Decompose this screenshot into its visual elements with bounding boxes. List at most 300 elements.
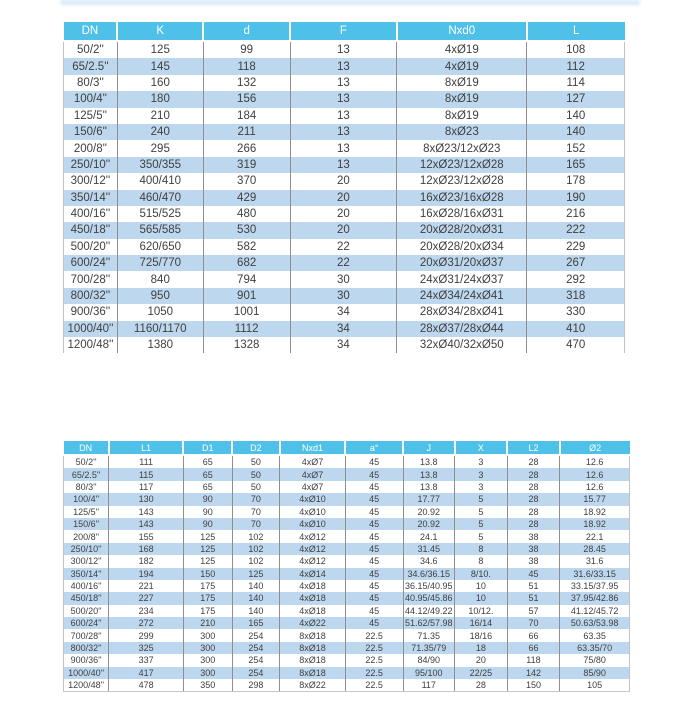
cell: 102	[232, 543, 280, 555]
cell: 400/16''	[64, 206, 118, 222]
cell: 8xØ18	[280, 654, 346, 666]
cell: 34.6/36.15	[403, 568, 455, 580]
cell: 66	[507, 642, 560, 654]
cell: 44.12/49.22	[405, 605, 453, 616]
column-header: J	[403, 441, 455, 455]
cell: 20	[290, 190, 397, 206]
cell: 250/10''	[64, 543, 109, 555]
cell: 299	[109, 629, 184, 641]
cell: 725/770	[117, 255, 203, 271]
table-row	[64, 679, 630, 692]
cell: 1328	[203, 337, 290, 353]
cell: 152	[527, 140, 625, 156]
cell: 140	[232, 592, 280, 604]
column-header: a°	[345, 441, 403, 455]
cell: 30	[290, 271, 397, 287]
cell: 4xØ12	[280, 543, 346, 555]
cell: 950	[117, 288, 203, 304]
column-header: DN	[64, 441, 109, 455]
cell: 8xØ18	[280, 642, 346, 654]
cell: 63.35/70	[560, 642, 630, 654]
column-header: Ø2	[560, 441, 630, 455]
cell: 28	[507, 481, 560, 493]
cell: 1200/48''	[64, 679, 109, 692]
cell: 17.77	[403, 493, 455, 505]
cell: 51.62/57.98	[405, 618, 453, 629]
cell: 620/650	[117, 239, 203, 255]
cell: 45	[507, 568, 560, 580]
cell: 410	[527, 321, 625, 337]
cell: 20	[290, 206, 397, 222]
cell: 18	[455, 642, 508, 654]
cell: 4xØ7	[280, 481, 346, 493]
cell: 175	[183, 592, 232, 604]
cell: 211	[203, 124, 290, 140]
cell: 30	[290, 288, 397, 304]
cell: 4xØ7	[280, 468, 346, 480]
cell: 34	[290, 304, 397, 320]
cell: 20	[290, 173, 397, 189]
cell: 292	[527, 271, 625, 287]
table2-header	[64, 441, 630, 455]
table-row	[64, 288, 625, 304]
column-header: d	[203, 22, 290, 41]
table-row	[64, 592, 630, 604]
table-row	[64, 239, 625, 255]
cell: 400/16''	[64, 580, 109, 592]
cell: 3	[455, 481, 508, 493]
cell: 4xØ19	[397, 41, 527, 58]
cell: 20.92	[403, 506, 455, 518]
cell: 18/16	[455, 629, 508, 641]
column-header: X	[455, 441, 508, 455]
cell: 22.5	[345, 642, 403, 654]
cell: 4xØ10	[280, 493, 346, 505]
cell: 460/470	[117, 190, 203, 206]
column-header: DN	[64, 22, 118, 41]
cell: 127	[527, 91, 625, 107]
cell: 99	[203, 41, 290, 58]
cell: 65/2.5''	[64, 468, 109, 480]
cell: 28	[507, 518, 560, 530]
cell: 900/36''	[64, 654, 109, 666]
cell: 102	[232, 555, 280, 567]
cell: 28	[507, 455, 560, 468]
cell: 4xØ18	[280, 592, 346, 604]
column-header: Nxd0	[397, 22, 527, 41]
cell: 4xØ19	[397, 58, 527, 74]
table2-body	[64, 455, 630, 692]
cell: 3	[455, 455, 508, 468]
cell: 50/2''	[64, 41, 118, 58]
cell: 266	[203, 140, 290, 156]
cell: 319	[203, 157, 290, 173]
cell: 114	[527, 75, 625, 91]
column-header: D1	[183, 441, 232, 455]
cell: 28xØ37/28xØ44	[397, 321, 527, 337]
cell: 8xØ23/12xØ23	[397, 140, 527, 156]
table-row	[64, 481, 630, 493]
cell: 125/5''	[64, 506, 109, 518]
cell: 4xØ12	[280, 555, 346, 567]
table-row	[64, 140, 625, 156]
table-row	[64, 206, 625, 222]
column-header: F	[290, 22, 397, 41]
table-row	[64, 617, 630, 629]
cell: 700/28''	[64, 271, 118, 287]
cell: 140	[527, 108, 625, 124]
cell: 8xØ23	[397, 124, 527, 140]
cell: 165	[232, 617, 280, 629]
cell: 145	[117, 58, 203, 74]
cell: 140	[232, 580, 280, 592]
cell: 22.5	[345, 679, 403, 692]
cell: 800/32''	[64, 288, 118, 304]
cell: 16/14	[455, 617, 508, 629]
cell: 298	[232, 679, 280, 692]
cell: 12.6	[560, 481, 630, 493]
table-row	[64, 455, 630, 468]
cell: 12xØ23/12xØ28	[397, 173, 527, 189]
cell: 150	[183, 568, 232, 580]
flange-outer-dimensions-table	[63, 22, 625, 353]
cell: 45	[345, 493, 403, 505]
cell: 65	[183, 481, 232, 493]
cell: 530	[203, 222, 290, 238]
cell: 8xØ19	[397, 91, 527, 107]
cell: 45	[345, 530, 403, 542]
table-row	[64, 91, 625, 107]
cell: 16xØ28/16xØ31	[397, 206, 527, 222]
cell: 20	[290, 222, 397, 238]
cell: 118	[203, 58, 290, 74]
cell: 295	[117, 140, 203, 156]
table-row	[64, 337, 625, 353]
cell: 1380	[117, 337, 203, 353]
cell: 150	[507, 679, 560, 692]
cell: 4xØ14	[280, 568, 346, 580]
table-row	[64, 173, 625, 189]
cell: 24.1	[403, 530, 455, 542]
cell: 4xØ18	[280, 580, 346, 592]
cell: 50.63/53.98	[560, 617, 630, 629]
cell: 118	[507, 654, 560, 666]
cell: 45	[345, 455, 403, 468]
cell: 75/80	[560, 654, 630, 666]
cell: 794	[203, 271, 290, 287]
table-row	[64, 255, 625, 271]
cell: 210	[117, 108, 203, 124]
cell: 8xØ22	[280, 679, 346, 692]
cell: 178	[527, 173, 625, 189]
cell: 38	[507, 555, 560, 567]
table-row	[64, 629, 630, 641]
cell: 4xØ7	[280, 455, 346, 468]
cell: 80/3''	[64, 481, 109, 493]
cell: 254	[232, 667, 280, 679]
cell: 50	[232, 468, 280, 480]
cell: 31.6	[560, 555, 630, 567]
cell: 90	[183, 493, 232, 505]
table-row	[64, 190, 625, 206]
cell: 50	[232, 481, 280, 493]
cell: 3	[455, 468, 508, 480]
cell: 45	[345, 555, 403, 567]
cell: 429	[203, 190, 290, 206]
cell: 900/36''	[64, 304, 118, 320]
cell: 57	[507, 605, 560, 617]
cell: 108	[527, 41, 625, 58]
cell: 180	[117, 91, 203, 107]
cell: 125/5''	[64, 108, 118, 124]
cell: 168	[109, 543, 184, 555]
cell: 470	[527, 337, 625, 353]
cell: 20xØ31/20xØ37	[397, 255, 527, 271]
table-row	[64, 75, 625, 91]
table-row	[64, 568, 630, 580]
cell: 22/25	[455, 667, 508, 679]
cell: 700/28''	[64, 629, 109, 641]
cell: 117	[109, 481, 184, 493]
cell: 70	[232, 506, 280, 518]
cell: 20xØ28/20xØ34	[397, 239, 527, 255]
table-row	[64, 124, 625, 140]
cell: 71.35/79	[403, 642, 455, 654]
cell: 300	[183, 642, 232, 654]
cell: 38	[507, 530, 560, 542]
cell: 370	[203, 173, 290, 189]
table1-header	[64, 22, 625, 41]
cell: 15.77	[560, 493, 630, 505]
cell: 12xØ23/12xØ28	[397, 157, 527, 173]
cell: 70	[232, 518, 280, 530]
table-row	[64, 530, 630, 542]
cell: 4xØ10	[280, 506, 346, 518]
cell: 600/24''	[64, 617, 109, 629]
cell: 300	[183, 629, 232, 641]
cell: 350/14''	[64, 190, 118, 206]
cell: 478	[109, 679, 184, 692]
header-row	[64, 441, 630, 455]
cell: 160	[117, 75, 203, 91]
cell: 4xØ18	[280, 605, 346, 617]
cell: 13.8	[403, 468, 455, 480]
cell: 22	[290, 255, 397, 271]
cell: 221	[109, 580, 184, 592]
cropped-top-table-edge	[60, 0, 640, 5]
cell: 143	[109, 506, 184, 518]
cell: 300	[183, 667, 232, 679]
cell: 45	[345, 592, 403, 604]
cell: 200/8''	[64, 140, 118, 156]
cell: 90	[183, 518, 232, 530]
cell: 45	[345, 468, 403, 480]
cell: 20xØ28/20xØ31	[397, 222, 527, 238]
cell: 28	[455, 679, 508, 692]
cell: 111	[109, 455, 184, 468]
cell: 600/24''	[64, 255, 118, 271]
cell: 143	[109, 518, 184, 530]
cell: 115	[109, 468, 184, 480]
cell: 125	[183, 530, 232, 542]
cell: 480	[203, 206, 290, 222]
cell: 184	[203, 108, 290, 124]
cell: 8xØ18	[280, 629, 346, 641]
cell: 8xØ19	[397, 108, 527, 124]
table-row	[64, 543, 630, 555]
cell: 125	[117, 41, 203, 58]
cell: 22.5	[345, 654, 403, 666]
table-row	[64, 222, 625, 238]
cell: 156	[203, 91, 290, 107]
cell: 13	[290, 108, 397, 124]
cell: 10	[455, 592, 508, 604]
table-row	[64, 321, 625, 337]
cell: 267	[527, 255, 625, 271]
cell: 100/4''	[64, 493, 109, 505]
cell: 240	[117, 124, 203, 140]
header-row	[64, 22, 625, 41]
cell: 13	[290, 140, 397, 156]
column-header: L1	[109, 441, 184, 455]
cell: 24xØ31/24xØ37	[397, 271, 527, 287]
cell: 229	[527, 239, 625, 255]
table-row	[64, 642, 630, 654]
cell: 175	[183, 605, 232, 617]
cell: 500/20''	[64, 239, 118, 255]
cell: 18.92	[560, 518, 630, 530]
table-row	[64, 654, 630, 666]
cell: 234	[109, 605, 184, 617]
table-row	[64, 667, 630, 679]
cell: 20.92	[403, 518, 455, 530]
cell: 4xØ22	[280, 617, 346, 629]
column-header: K	[117, 22, 203, 41]
cell: 1200/48''	[64, 337, 118, 353]
table-row	[64, 304, 625, 320]
cell: 22	[290, 239, 397, 255]
table-row	[64, 580, 630, 592]
cell: 901	[203, 288, 290, 304]
cell: 330	[527, 304, 625, 320]
cell: 38	[507, 543, 560, 555]
cell: 50	[232, 455, 280, 468]
column-header: L2	[507, 441, 560, 455]
cell: 4xØ12	[280, 530, 346, 542]
cell: 45	[345, 506, 403, 518]
cell: 500/20''	[64, 605, 109, 617]
cell: 254	[232, 654, 280, 666]
cell: 28.45	[560, 543, 630, 555]
cell: 45	[345, 605, 403, 617]
cell: 13.8	[403, 455, 455, 468]
cell: 45	[345, 543, 403, 555]
cell: 450/18''	[64, 222, 118, 238]
cell: 1160/1170	[117, 321, 203, 337]
column-header: D2	[232, 441, 280, 455]
cell: 16xØ23/16xØ28	[397, 190, 527, 206]
table-row	[64, 108, 625, 124]
cell: 150/6''	[64, 518, 109, 530]
cell: 142	[507, 667, 560, 679]
cell: 66	[507, 629, 560, 641]
cell: 300/12''	[64, 173, 118, 189]
cell: 417	[109, 667, 184, 679]
cell: 32xØ40/32xØ50	[397, 337, 527, 353]
cell: 13	[290, 124, 397, 140]
table-row	[64, 271, 625, 287]
table-row	[64, 555, 630, 567]
table1-body	[64, 41, 625, 353]
cell: 165	[527, 157, 625, 173]
cell: 840	[117, 271, 203, 287]
cell: 95/100	[403, 667, 455, 679]
cell: 132	[203, 75, 290, 91]
cell: 194	[109, 568, 184, 580]
cell: 222	[527, 222, 625, 238]
cell: 13	[290, 91, 397, 107]
cell: 350/355	[117, 157, 203, 173]
cell: 13	[290, 58, 397, 74]
cell: 20	[455, 654, 508, 666]
cell: 5	[455, 518, 508, 530]
cell: 22.5	[345, 629, 403, 641]
table-row	[64, 157, 625, 173]
cell: 300	[183, 654, 232, 666]
cell: 8	[455, 555, 508, 567]
cell: 31.45	[403, 543, 455, 555]
cell: 227	[109, 592, 184, 604]
cell: 105	[560, 679, 630, 692]
column-header: L	[527, 22, 625, 41]
cell: 90	[183, 506, 232, 518]
cell: 80/3''	[64, 75, 118, 91]
cell: 40.95/45.86	[405, 593, 453, 604]
cell: 5	[455, 506, 508, 518]
cell: 50/2''	[64, 455, 109, 468]
cell: 45	[345, 568, 403, 580]
cell: 45	[345, 481, 403, 493]
table-row	[64, 58, 625, 74]
cell: 190	[527, 190, 625, 206]
table-row	[64, 41, 625, 58]
cell: 182	[109, 555, 184, 567]
cell: 41.12/45.72	[560, 605, 630, 617]
cell: 31.6/33.15	[560, 568, 630, 580]
cell: 254	[232, 629, 280, 641]
table-row	[64, 493, 630, 505]
cell: 250/10''	[64, 157, 118, 173]
cell: 28	[507, 493, 560, 505]
cell: 4xØ10	[280, 518, 346, 530]
cell: 350/14''	[64, 568, 109, 580]
cell: 682	[203, 255, 290, 271]
cell: 272	[109, 617, 184, 629]
cell: 102	[232, 530, 280, 542]
cell: 8xØ18	[280, 667, 346, 679]
column-header: Nxd1	[280, 441, 346, 455]
cell: 24xØ34/24xØ41	[397, 288, 527, 304]
cell: 5	[455, 530, 508, 542]
cell: 51	[507, 592, 560, 604]
cell: 10	[455, 580, 508, 592]
cell: 13	[290, 41, 397, 58]
cell: 34	[290, 337, 397, 353]
table-row	[64, 518, 630, 530]
cell: 112	[527, 58, 625, 74]
cell: 70	[507, 617, 560, 629]
cell: 450/18''	[64, 592, 109, 604]
